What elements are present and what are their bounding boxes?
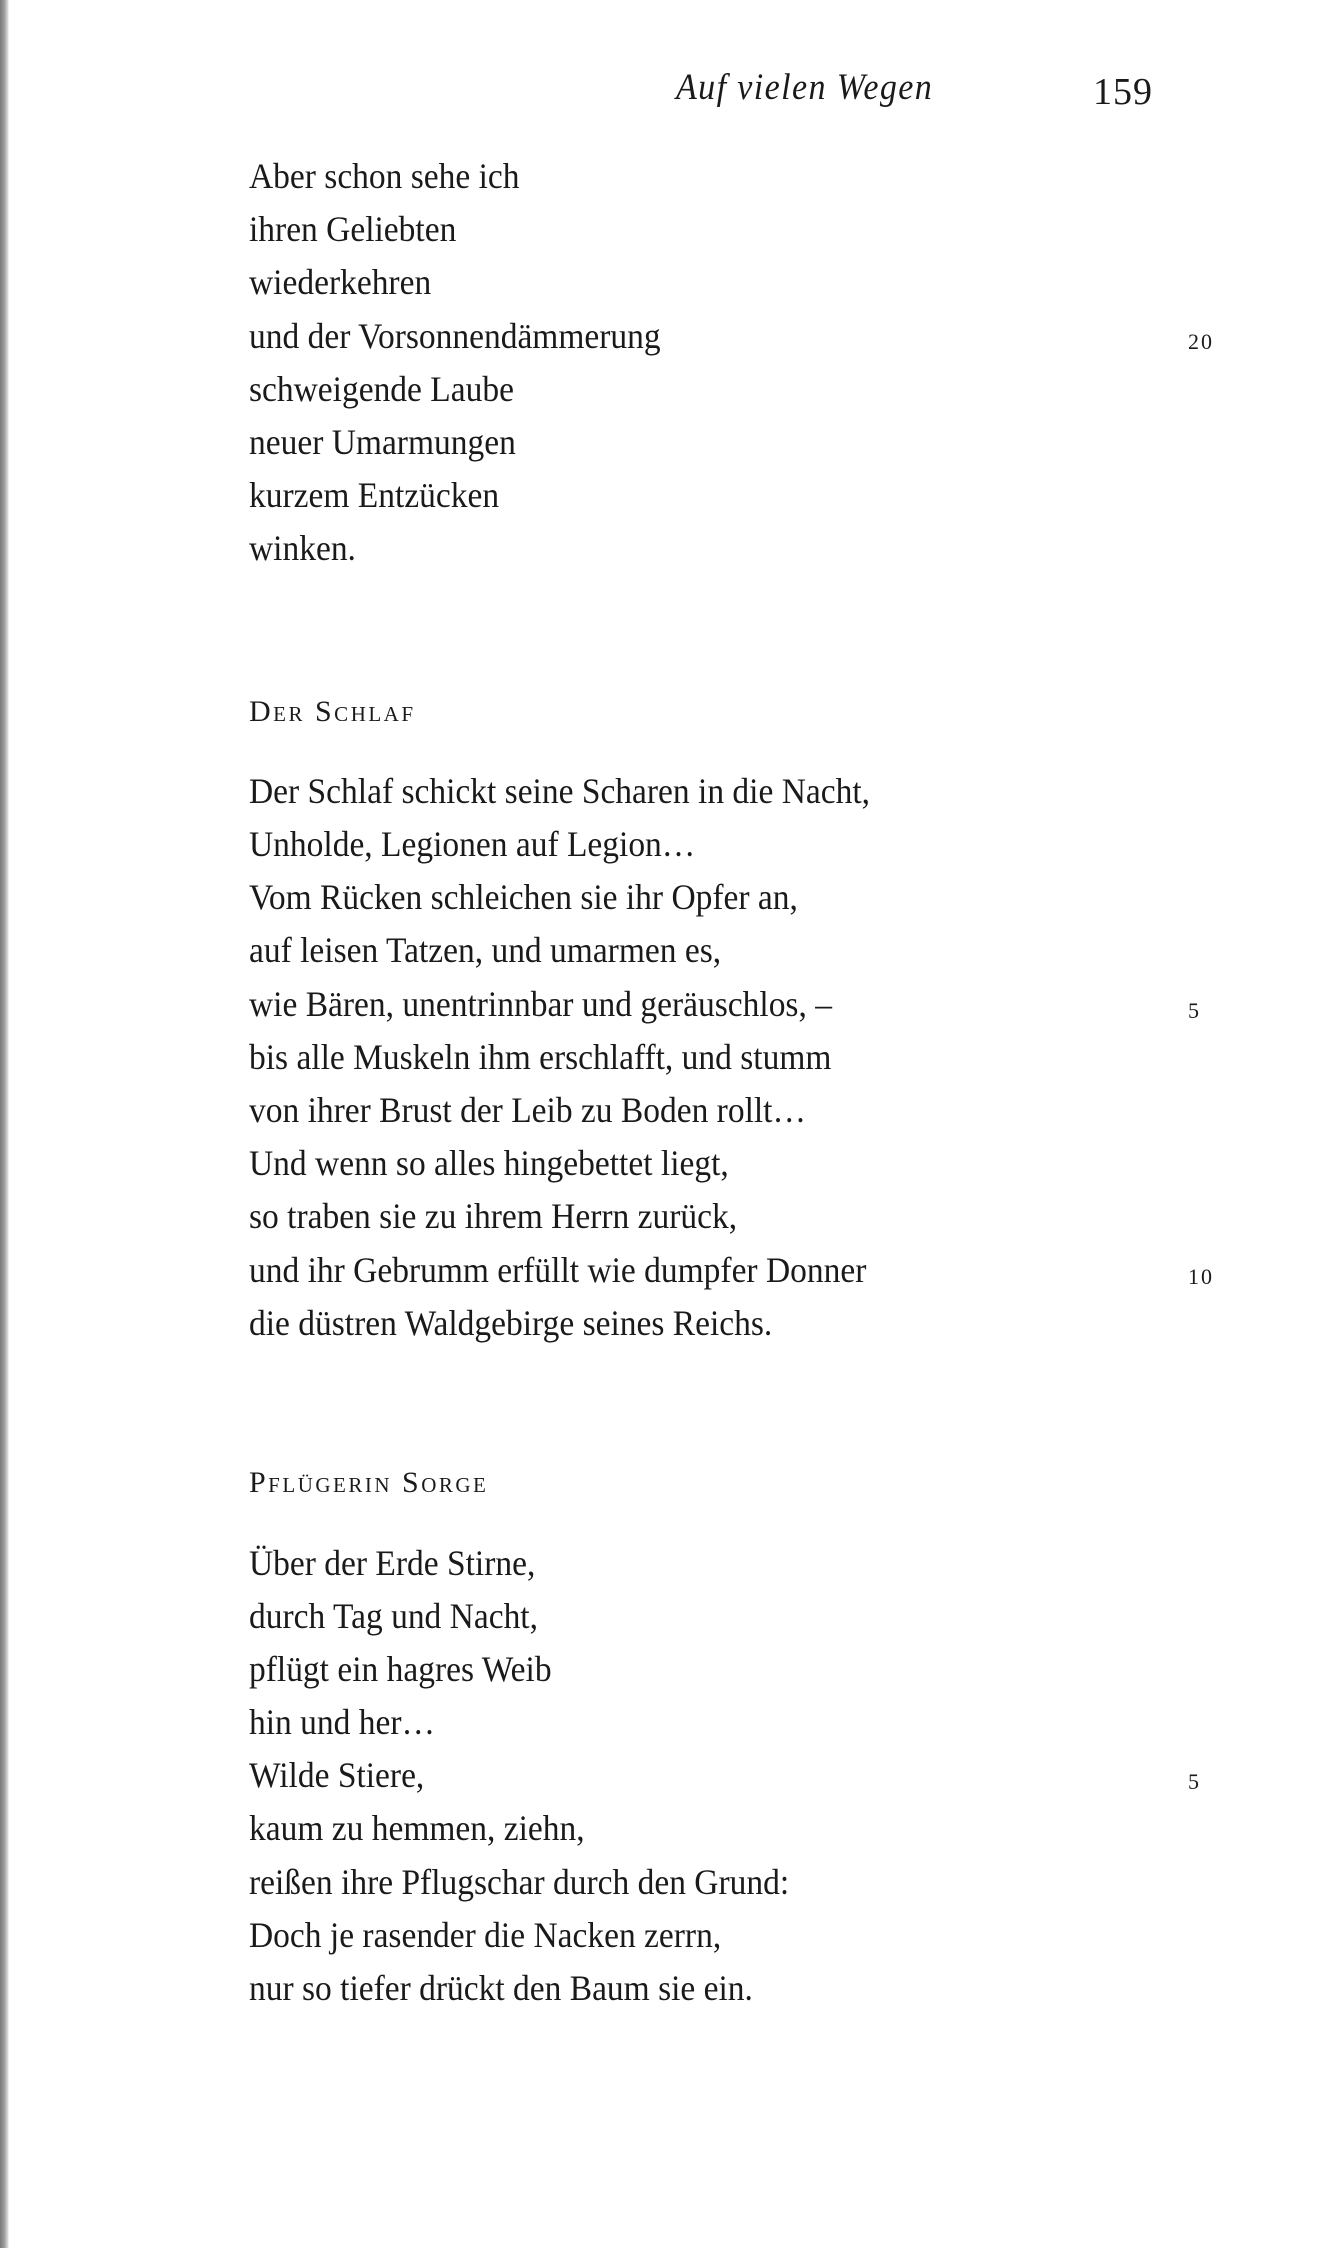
verse-line: Wilde Stiere,: [249, 1755, 425, 1795]
verse-line: winken.: [249, 528, 356, 568]
verse-line: bis alle Muskeln ihm erschlafft, und stumm: [249, 1037, 832, 1077]
verse-line: schweigende Laube: [249, 369, 514, 409]
verse-line: Der Schlaf schickt seine Scharen in die Nacht,: [249, 771, 871, 811]
verse-line: wie Bären, unentrinnbar und geräuschlos, –: [249, 984, 832, 1024]
verse-line: ihren Geliebten: [249, 209, 457, 249]
verse-line: auf leisen Tatzen, und umarmen es,: [249, 930, 722, 970]
verse-line: reißen ihre Pflugschar durch den Grund:: [249, 1862, 790, 1902]
line-number: 5: [1188, 998, 1201, 1023]
verse-line: und ihr Gebrumm erfüllt wie dumpfer Donner: [249, 1250, 867, 1290]
running-title: Auf vielen Wegen: [676, 67, 934, 108]
verse-line: und der Vorsonnendämmerung: [249, 316, 661, 356]
verse-line: Und wenn so alles hingebettet liegt,: [249, 1143, 729, 1183]
page-binding-edge: [0, 0, 9, 2248]
verse-line: kurzem Entzücken: [249, 475, 500, 515]
verse-line: neuer Umarmungen: [249, 422, 516, 462]
line-number: 20: [1188, 329, 1214, 354]
verse-line: wiederkehren: [249, 262, 432, 302]
verse-line: von ihrer Brust der Leib zu Boden rollt…: [249, 1090, 806, 1130]
verse-line: so traben sie zu ihrem Herrn zurück,: [249, 1196, 738, 1236]
verse-line: nur so tiefer drückt den Baum sie ein.: [249, 1968, 753, 2008]
poem-title: Der Schlaf: [249, 695, 416, 728]
verse-line: pflügt ein hagres Weib: [249, 1649, 552, 1689]
verse-line: Unholde, Legionen auf Legion…: [249, 824, 696, 864]
verse-line: durch Tag und Nacht,: [249, 1596, 538, 1636]
poem-title: Pflügerin Sorge: [249, 1466, 489, 1499]
page-number: 159: [1093, 71, 1153, 113]
verse-line: die düstren Waldgebirge seines Reichs.: [249, 1303, 773, 1343]
verse-line: hin und her…: [249, 1702, 435, 1742]
verse-line: Vom Rücken schleichen sie ihr Opfer an,: [249, 877, 798, 917]
line-number: 5: [1188, 1769, 1201, 1794]
line-number: 10: [1188, 1264, 1214, 1289]
verse-line: Aber schon sehe ich: [249, 156, 520, 196]
verse-line: Doch je rasender die Nacken zerrn,: [249, 1915, 722, 1955]
verse-line: kaum zu hemmen, ziehn,: [249, 1808, 585, 1848]
verse-line: Über der Erde Stirne,: [249, 1543, 536, 1583]
